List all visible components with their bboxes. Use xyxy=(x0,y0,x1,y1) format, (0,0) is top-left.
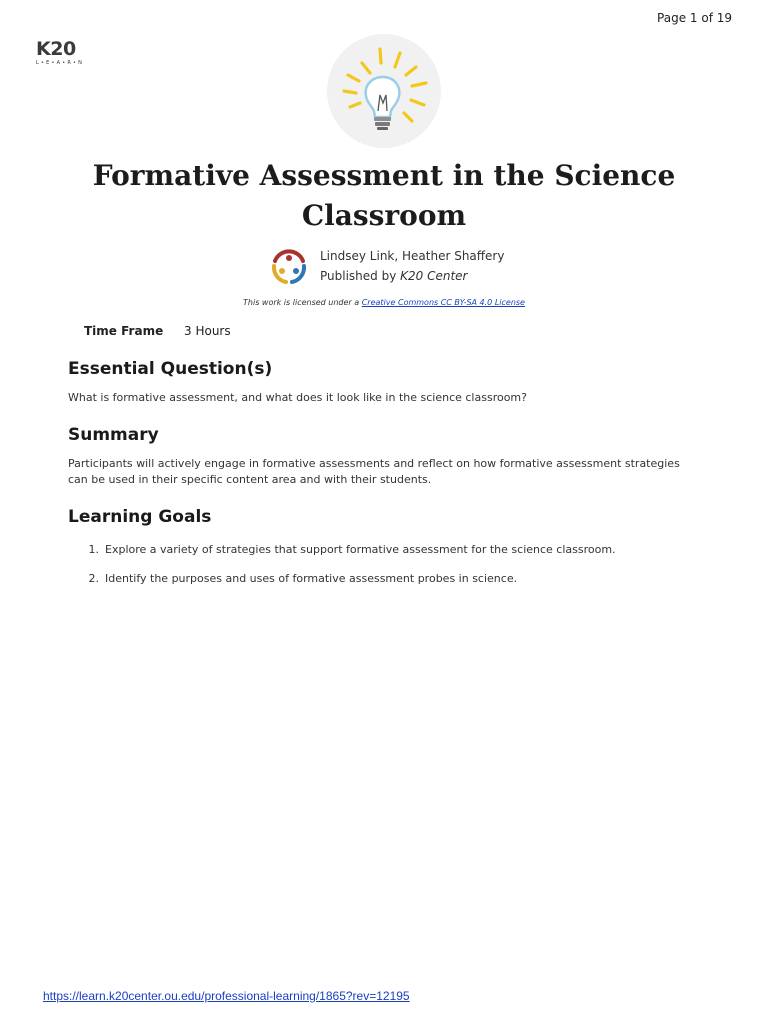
time-frame xyxy=(84,324,231,338)
time-frame-label: Time Frame xyxy=(84,324,164,338)
page-indicator: Page 1 of 19 xyxy=(657,11,732,25)
lightbulb-icon xyxy=(326,33,442,149)
license-link[interactable]: Creative Commons CC BY-SA 4.0 License xyxy=(361,298,525,307)
authors: Lindsey Link, Heather Shaffery xyxy=(320,249,505,263)
license-notice xyxy=(0,298,768,307)
goal-text: Explore a variety of strategies that support formative assessment for the science classroom. xyxy=(105,543,616,556)
time-frame-value: 3 Hours xyxy=(184,324,231,338)
k20-people-icon xyxy=(268,246,310,288)
essential-question-heading: Essential Question(s) xyxy=(68,359,273,379)
license-prefix: This work is licensed under a xyxy=(243,298,362,307)
published-prefix: Published by xyxy=(320,269,401,283)
logo-sub-text: L • E • A • R • N xyxy=(36,60,83,66)
learning-goals-list xyxy=(68,542,708,600)
author-block xyxy=(268,246,504,290)
learning-goal-item xyxy=(68,542,708,571)
footer-url-link[interactable]: https://learn.k20center.ou.edu/professional-learning/1865?rev=12195 xyxy=(43,989,410,1003)
k20-logo xyxy=(36,38,83,66)
learning-goal-item xyxy=(68,571,708,600)
goal-number: 2. xyxy=(88,572,99,585)
goal-number: 1. xyxy=(88,543,99,556)
goal-text: Identify the purposes and uses of formative assessment probes in science. xyxy=(105,572,518,585)
logo-main-text: K20 xyxy=(36,38,76,60)
document-title: Formative Assessment in the Science Classroom xyxy=(92,159,676,232)
summary-heading: Summary xyxy=(68,425,159,445)
summary-text: Participants will actively engage in formative assessments and reflect on how formative assessment strategies can be used in their specific content area and with their students. xyxy=(68,457,680,486)
learning-goals-heading: Learning Goals xyxy=(68,507,212,527)
publisher-name: K20 Center xyxy=(400,269,468,283)
publisher-line xyxy=(320,266,504,286)
essential-question-text: What is formative assessment, and what does it look like in the science classroom? xyxy=(68,391,527,404)
